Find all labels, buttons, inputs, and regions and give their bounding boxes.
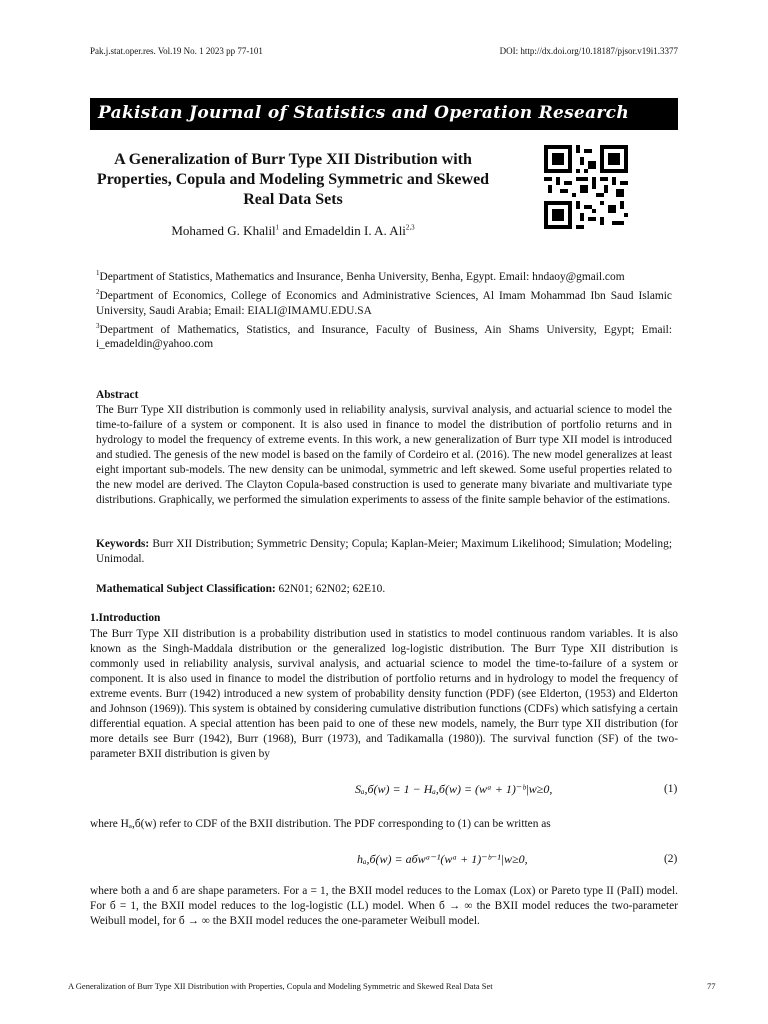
journal-reference: Pak.j.stat.oper.res. Vol.19 No. 1 2023 pp 77-101 xyxy=(90,46,263,56)
affiliations xyxy=(96,266,672,352)
affiliation-1 xyxy=(96,266,672,285)
keywords-section xyxy=(96,537,672,567)
msc-section xyxy=(96,582,672,597)
msc-text: 62N01; 62N02; 62E10. xyxy=(275,583,386,595)
keywords-text: Burr XII Distribution; Symmetric Density; Copula; Kaplan-Meier; Maximum Likelihood; Simulation; Modeling; Unimodal. xyxy=(96,538,672,565)
running-title: A Generalization of Burr Type XII Distribution with Properties, Copula and Modeling Symmetric and Skewed Real Data Set xyxy=(68,981,493,991)
page-number: 77 xyxy=(707,981,716,991)
journal-name: Pakistan Journal of Statistics and Operation Research xyxy=(98,103,629,123)
affiliation-1-text: Department of Statistics, Mathematics and Insurance, Benha University, Benha, Egypt. Email: hndaoy@gmail.com xyxy=(99,270,625,283)
abstract-text: The Burr Type XII distribution is commonly used in reliability analysis, survival analysis, and actuarial science to model the time-to-failure of a system or component. It is also used in finance to model the distribution of portfolio returns and in hydrology to model the frequency of extreme events. In this work, a new generalization of Burr type XII model is introduced and studied. The genesis of the new model is based on the family of Cordeiro et al. (2016). The new model generalizes at least eight important sub-models. The new density can be unimodal, symmetric and left skewed. Some useful properties related to the new model are derived. The Clayton Copula-based construction is used to generate many bivariate and multivariate type distributions. Graphically, we performed the simulation experiments to assess of the finite sample behavior of the estimations. xyxy=(96,404,672,506)
equation-2: hₐ,б(w) = aбwᵃ⁻¹(wᵃ + 1)⁻ᵇ⁻¹|w≥0, xyxy=(357,852,528,866)
introduction-paragraph-1: The Burr Type XII distribution is a probability distribution used in statistics to model continuous random variables. It is also known as the Singh-Maddala distribution or the generalized log-logistic distribution. The Burr Type XII distribution is commonly used in reliability analysis, survival analysis, and actuarial science to model the time-to-failure of a system or component. It is also used in finance to model the distribution of portfolio returns and in hydrology to model the frequency of extreme events. Burr (1942) introduced a new system of probability density function (PDF) (see Elderton, (1953) and Elderton and Johnson (1969)). This system is obtained by considering cumulative distribution functions (CDFs) which satisfying a certain differential equation. A special attention has been paid to one of these new models, namely, the Burr type XII distribution (for more details see Burr (1942), Burr (1968), Burr (1973), and Tadikamalla (1980)). The survival function (SF) of the two-parameter BXII distribution is given by xyxy=(90,628,678,760)
abstract-heading: Abstract xyxy=(96,389,139,401)
author-1: Mohamed G. Khalil xyxy=(171,223,276,238)
affiliation-3-mark: 3 xyxy=(96,321,100,330)
affiliation-3 xyxy=(96,319,672,353)
equation-2-number: (2) xyxy=(664,853,678,865)
doi-link[interactable]: DOI: http://dx.doi.org/10.18187/pjsor.v19i1.3377 xyxy=(499,46,678,56)
abstract-section xyxy=(96,388,672,508)
author-conjunction: and xyxy=(279,223,305,238)
introduction-paragraph-2: where Hₐ,б(w) refer to CDF of the BXII distribution. The PDF corresponding to (1) can be written as xyxy=(90,818,551,830)
msc-label: Mathematical Subject Classification: xyxy=(96,583,276,595)
paper-title: A Generalization of Burr Type XII Distribution with Properties, Copula and Modeling Symmetric and Skewed Real Data Sets xyxy=(96,151,490,208)
journal-banner xyxy=(90,98,678,130)
author-2-affil: 2,3 xyxy=(405,223,415,232)
author-line xyxy=(90,223,496,239)
equation-1: Sₐ,б(w) = 1 − Hₐ,б(w) = (wᵃ + 1)⁻ᵇ|w≥0, xyxy=(355,782,553,796)
equation-1-number: (1) xyxy=(664,783,678,795)
affiliation-3-text: Department of Mathematics, Statistics, and Insurance, Faculty of Business, Ain Shams University, Egypt; Email: i_emadeldin@yahoo.com xyxy=(96,323,672,351)
introduction-paragraph-3: where both a and б are shape parameters. For a = 1, the BXII model reduces to the Lomax (Lox) or Pareto type II (PaII) model. For б = 1, the BXII model reduces to the log-logistic (LL) model. When б → ∞ the BXII model reduces the two-parameter Weibull model, for б → ∞ the BXII model reduces the one-parameter Weibull model. xyxy=(90,885,678,927)
affiliation-2-text: Department of Economics, College of Economics and Administrative Sciences, Al Imam Mohammad Ibn Saud Islamic University, Saudi Arabia; Email: EIALI@IMAMU.EDU.SA xyxy=(96,289,672,317)
affiliation-1-mark: 1 xyxy=(96,269,100,277)
keywords-label: Keywords: xyxy=(96,538,150,550)
affiliation-2-mark: 2 xyxy=(96,287,100,296)
author-1-affil: 1 xyxy=(275,223,280,232)
affiliation-2 xyxy=(96,285,672,319)
introduction-heading: 1.Introduction xyxy=(90,612,161,624)
qr-code xyxy=(544,145,628,229)
author-2: Emadeldin I. A. Ali xyxy=(304,223,406,238)
